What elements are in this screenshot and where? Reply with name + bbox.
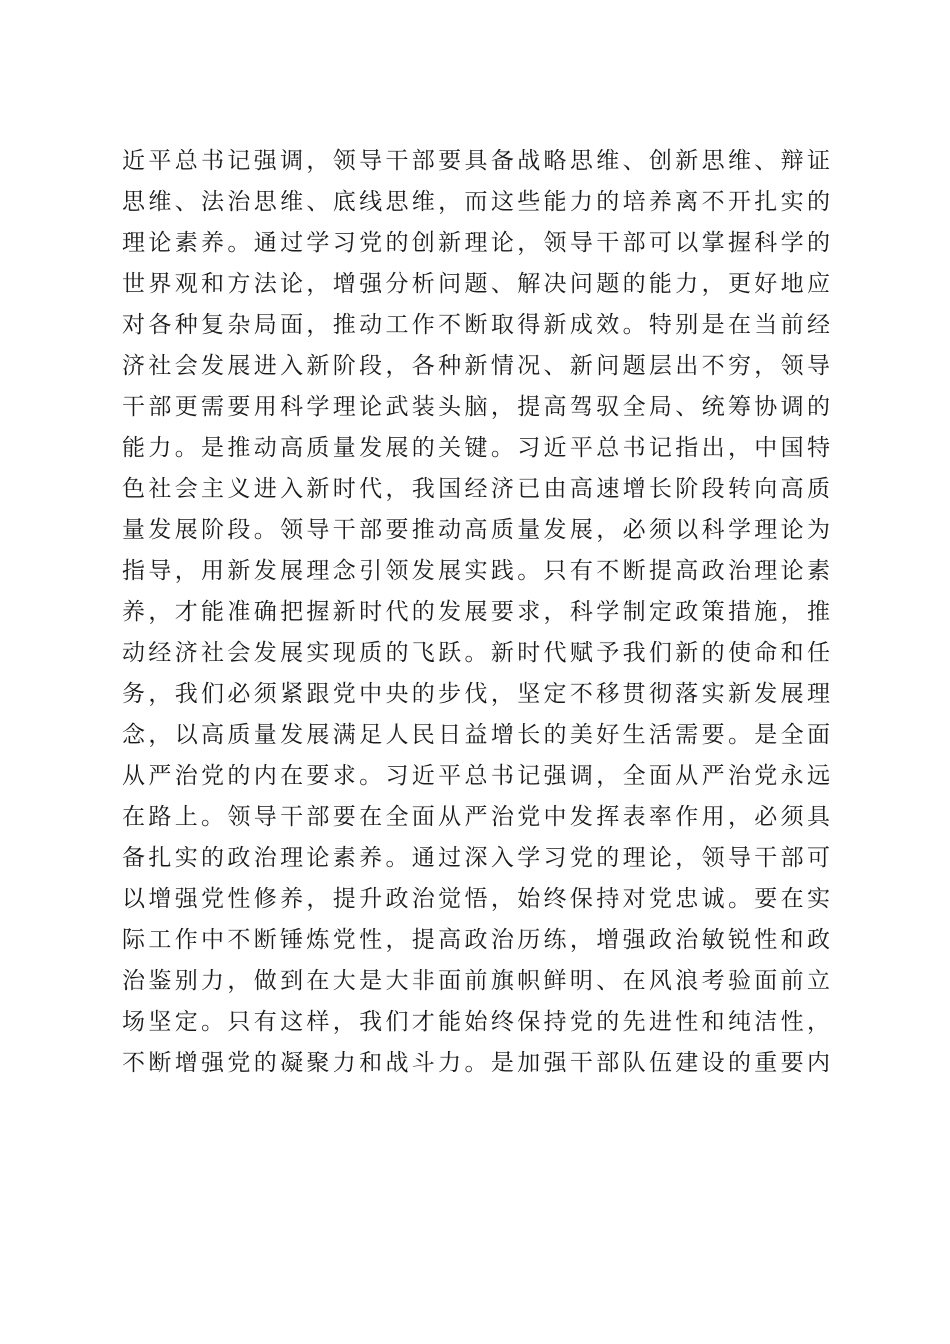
text-line: 指导，用新发展理念引领发展实践。只有不断提高政治理论素: [122, 558, 830, 584]
body-text: [122, 141, 830, 1084]
text-line: 不断增强党的凝聚力和战斗力。是加强干部队伍建设的重要内: [122, 1050, 830, 1076]
text-line: 养，才能准确把握新时代的发展要求，科学制定政策措施，推: [122, 599, 830, 625]
text-line: 际工作中不断锤炼党性，提高政治历练，增强政治敏锐性和政: [122, 927, 830, 953]
text-line: 治鉴别力，做到在大是大非面前旗帜鲜明、在风浪考验面前立: [122, 968, 830, 994]
text-line: 近平总书记强调，领导干部要具备战略思维、创新思维、辩证: [122, 148, 830, 174]
text-line: 对各种复杂局面，推动工作不断取得新成效。特别是在当前经: [122, 312, 830, 338]
text-line: 动经济社会发展实现质的飞跃。新时代赋予我们新的使命和任: [122, 640, 830, 666]
text-line: 济社会发展进入新阶段，各种新情况、新问题层出不穷，领导: [122, 353, 830, 379]
text-line: 量发展阶段。领导干部要推动高质量发展，必须以科学理论为: [122, 517, 830, 543]
text-line: 备扎实的政治理论素养。通过深入学习党的理论，领导干部可: [122, 845, 830, 871]
text-line: 世界观和方法论，增强分析问题、解决问题的能力，更好地应: [122, 271, 830, 297]
text-line: 在路上。领导干部要在全面从严治党中发挥表率作用，必须具: [122, 804, 830, 830]
text-line: 理论素养。通过学习党的创新理论，领导干部可以掌握科学的: [122, 230, 830, 256]
text-line: 念，以高质量发展满足人民日益增长的美好生活需要。是全面: [122, 722, 830, 748]
text-line: 色社会主义进入新时代，我国经济已由高速增长阶段转向高质: [122, 476, 830, 502]
text-line: 干部更需要用科学理论武装头脑，提高驾驭全局、统筹协调的: [122, 394, 830, 420]
text-line: 务，我们必须紧跟党中央的步伐，坚定不移贯彻落实新发展理: [122, 681, 830, 707]
text-line: 思维、法治思维、底线思维，而这些能力的培养离不开扎实的: [122, 189, 830, 215]
text-line: 从严治党的内在要求。习近平总书记强调，全面从严治党永远: [122, 763, 830, 789]
text-line: 以增强党性修养，提升政治觉悟，始终保持对党忠诚。要在实: [122, 886, 830, 912]
text-line: 能力。是推动高质量发展的关键。习近平总书记指出，中国特: [122, 435, 830, 461]
text-line: 场坚定。只有这样，我们才能始终保持党的先进性和纯洁性，: [122, 1009, 830, 1035]
